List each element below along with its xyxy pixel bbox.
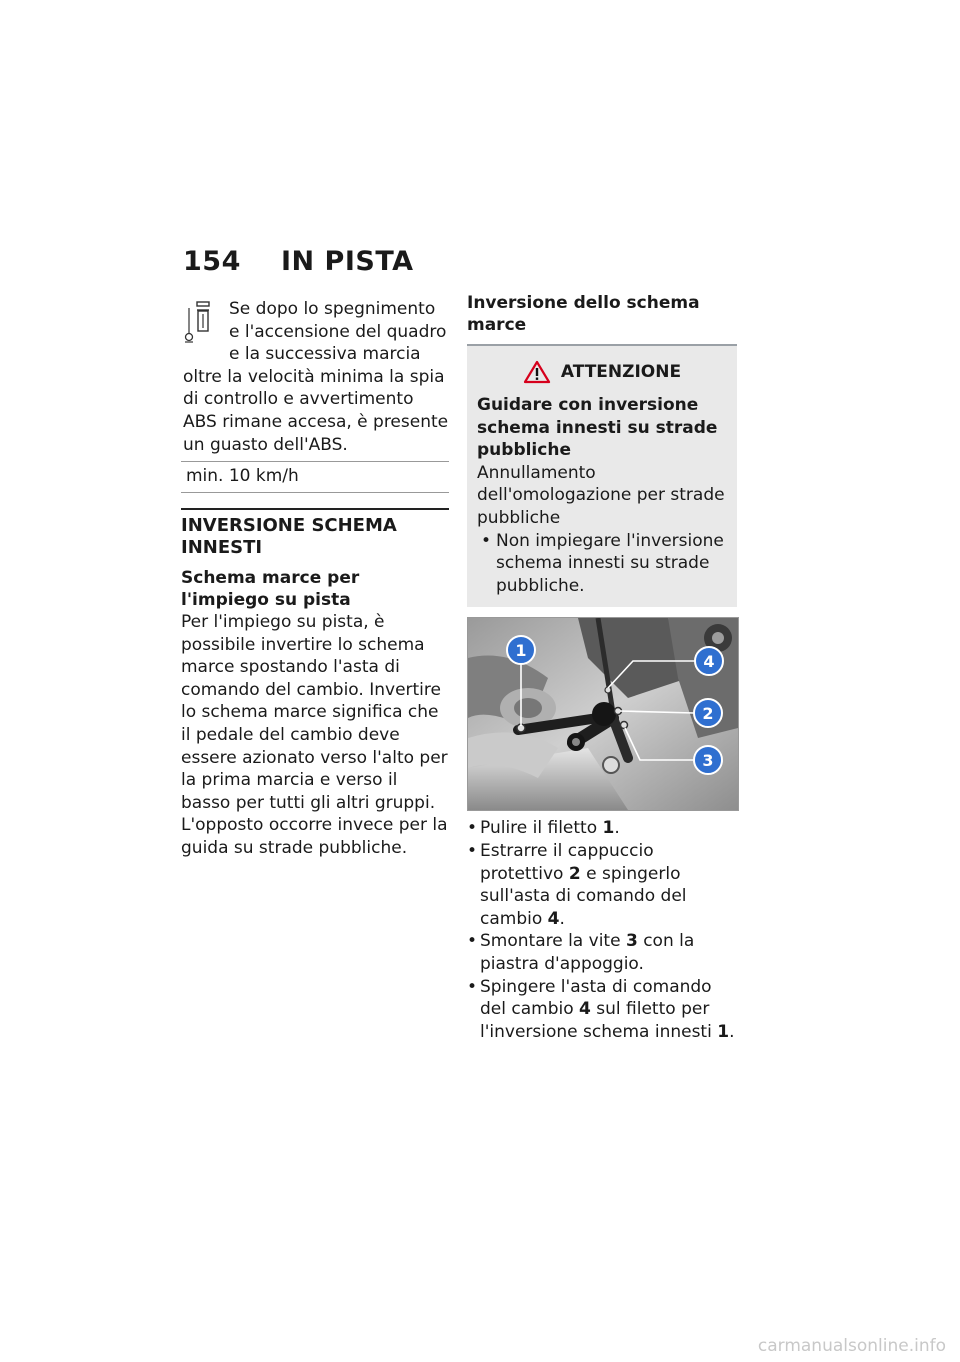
step-item: • Spingere l'asta di comando del cambio 4 sul filetto per l'inversione schema innesti 1.: [467, 976, 737, 1044]
watermark: carmanualsonline.info: [757, 1336, 946, 1356]
callout-3: 3: [702, 751, 714, 771]
note-min-speed: min. 10 km/h: [186, 466, 299, 487]
section-title: INVERSIONE SCHEMA INNESTI: [181, 508, 449, 559]
procedure-steps: [467, 817, 737, 1043]
warning-list: [477, 530, 727, 598]
figure-callout: [694, 699, 722, 727]
right-column: [467, 292, 737, 1043]
warning-bullet: • Non impiegare l'inversione schema innesti su strade pubbliche.: [477, 530, 727, 598]
gear-linkage-image: [468, 618, 738, 810]
warning-header: [477, 360, 727, 384]
note-divider: [181, 492, 449, 493]
warning-triangle-icon: [523, 360, 551, 384]
section-subtitle: Schema marce per l'impiego su pista: [181, 568, 360, 610]
abs-warning-light-icon: [183, 298, 223, 344]
right-subtitle: Inversione dello schema marce: [467, 293, 700, 335]
page-number: 154: [183, 246, 241, 277]
left-column: [181, 508, 449, 860]
warning-title: Guidare con inversione schema innesti su strade pubbliche: [477, 395, 718, 461]
figure-callout: [694, 746, 722, 774]
step-item: • Pulire il filetto 1.: [467, 817, 737, 840]
section-paragraph: Per l'impiego su pista, è possibile invertire lo schema marce spostando l'asta di comando del cambio. Invertire lo schema marce significa che il pedale del cambio deve essere azionato verso l'alto per la prima marcia e verso il basso per tutti gli altri gruppi. L'opposto occorre invece per la guida su strade pubbliche.: [181, 612, 448, 858]
page-header: [183, 246, 414, 277]
warning-label: ATTENZIONE: [560, 362, 682, 382]
page-title: IN PISTA: [281, 246, 414, 277]
note-text: Se dopo lo spegnimento e l'accensione del quadro e la successiva marcia oltre la velocità minima la spia di controllo e avvertimento ABS rimane accesa, è presente un guasto dell'ABS.: [183, 299, 449, 455]
gear-linkage-figure: [467, 617, 739, 811]
warning-box: [467, 344, 737, 607]
step-item: • Estrarre il cappuccio protettivo 2 e spingerlo sull'asta di comando del cambio 4.: [467, 840, 737, 930]
step-item: • Smontare la vite 3 con la piastra d'appoggio.: [467, 930, 737, 975]
callout-2: 2: [702, 704, 714, 724]
info-note: [181, 298, 449, 493]
figure-callout: [507, 636, 535, 664]
warning-text: Annullamento dell'omologazione per strade pubbliche: [477, 462, 725, 528]
callout-1: 1: [515, 641, 527, 661]
figure-callout: [695, 647, 723, 675]
callout-4: 4: [703, 652, 715, 672]
